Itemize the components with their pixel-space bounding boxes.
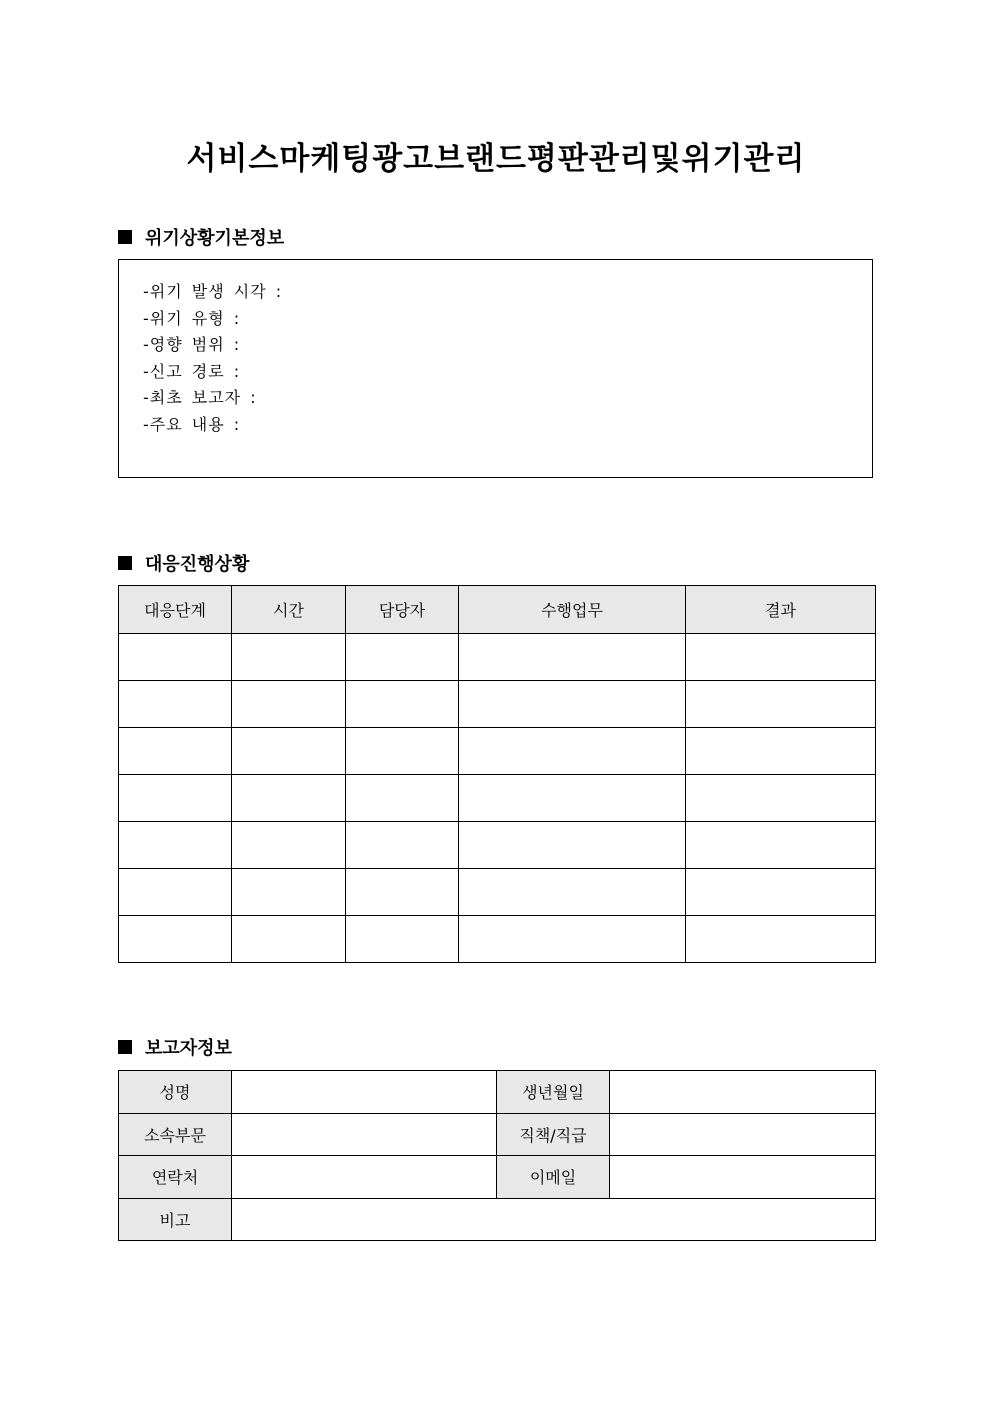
- table-cell[interactable]: [459, 634, 686, 681]
- column-header-task: 수행업무: [459, 586, 686, 634]
- table-cell[interactable]: [232, 728, 346, 775]
- table-row: [119, 681, 876, 728]
- department-label: 소속부문: [119, 1113, 232, 1156]
- column-header-stage: 대응단계: [119, 586, 232, 634]
- table-row: [119, 1198, 876, 1241]
- section-heading-label: 대응진행상황: [145, 554, 250, 575]
- reporter-table: [118, 1070, 876, 1241]
- first-reporter-line: -최초 보고자 :: [143, 388, 257, 408]
- section-heading-reporter: [118, 1034, 232, 1060]
- report-channel-line: -신고 경로 :: [143, 361, 241, 381]
- square-bullet-icon: [118, 1040, 132, 1054]
- impact-scope-line: -영향 범위 :: [143, 335, 241, 355]
- table-cell[interactable]: [232, 681, 346, 728]
- position-label: 직책/직급: [497, 1113, 610, 1156]
- table-cell[interactable]: [346, 916, 459, 963]
- column-header-owner: 담당자: [346, 586, 459, 634]
- email-field[interactable]: [610, 1156, 876, 1199]
- table-row: [119, 869, 876, 916]
- table-cell[interactable]: [459, 681, 686, 728]
- crisis-info-box: [118, 259, 873, 478]
- column-header-result: 결과: [686, 586, 876, 634]
- table-cell[interactable]: [459, 869, 686, 916]
- table-row: [119, 1156, 876, 1199]
- table-cell[interactable]: [346, 822, 459, 869]
- remarks-field[interactable]: [232, 1198, 876, 1241]
- section-heading-crisis-info: [118, 224, 284, 250]
- position-field[interactable]: [610, 1113, 876, 1156]
- table-cell[interactable]: [686, 728, 876, 775]
- table-cell[interactable]: [686, 634, 876, 681]
- contact-field[interactable]: [232, 1156, 497, 1199]
- table-cell[interactable]: [459, 822, 686, 869]
- crisis-type-line: -위기 유형 :: [143, 308, 241, 328]
- table-cell[interactable]: [686, 822, 876, 869]
- section-heading-response: [118, 550, 249, 576]
- table-row: [119, 916, 876, 963]
- table-cell[interactable]: [346, 775, 459, 822]
- response-table: [118, 585, 876, 963]
- table-cell[interactable]: [346, 869, 459, 916]
- remarks-label: 비고: [119, 1198, 232, 1241]
- table-row: [119, 775, 876, 822]
- table-cell[interactable]: [119, 634, 232, 681]
- email-label: 이메일: [497, 1156, 610, 1199]
- page-title: 서비스마케팅광고브랜드평판관리및위기관리: [186, 141, 806, 177]
- table-cell[interactable]: [459, 728, 686, 775]
- name-field[interactable]: [232, 1071, 497, 1114]
- department-field[interactable]: [232, 1113, 497, 1156]
- birthdate-label: 생년월일: [497, 1071, 610, 1114]
- crisis-time-line: -위기 발생 시각 :: [143, 282, 283, 301]
- section-heading-label: 위기상황기본정보: [145, 228, 285, 249]
- table-cell[interactable]: [686, 916, 876, 963]
- table-cell[interactable]: [119, 822, 232, 869]
- column-header-time: 시간: [232, 586, 346, 634]
- table-cell[interactable]: [686, 681, 876, 728]
- table-cell[interactable]: [232, 775, 346, 822]
- table-row: [119, 634, 876, 681]
- square-bullet-icon: [118, 230, 132, 244]
- table-cell[interactable]: [232, 822, 346, 869]
- table-cell[interactable]: [686, 869, 876, 916]
- main-content-line: -주요 내용 :: [143, 414, 241, 434]
- name-label: 성명: [119, 1071, 232, 1114]
- section-heading-label: 보고자정보: [145, 1038, 232, 1059]
- table-cell[interactable]: [119, 728, 232, 775]
- table-cell[interactable]: [119, 869, 232, 916]
- birthdate-field[interactable]: [610, 1071, 876, 1114]
- table-row: [119, 1113, 876, 1156]
- table-cell[interactable]: [232, 916, 346, 963]
- table-row: [119, 822, 876, 869]
- table-cell[interactable]: [459, 916, 686, 963]
- square-bullet-icon: [118, 556, 132, 570]
- contact-label: 연락처: [119, 1156, 232, 1199]
- table-cell[interactable]: [232, 634, 346, 681]
- table-cell[interactable]: [119, 775, 232, 822]
- table-cell[interactable]: [119, 916, 232, 963]
- table-row: [119, 728, 876, 775]
- table-cell[interactable]: [346, 728, 459, 775]
- table-cell[interactable]: [459, 775, 686, 822]
- table-cell[interactable]: [346, 634, 459, 681]
- table-row: [119, 1071, 876, 1114]
- table-cell[interactable]: [346, 681, 459, 728]
- table-header-row: [119, 586, 876, 634]
- table-cell[interactable]: [119, 681, 232, 728]
- table-cell[interactable]: [686, 775, 876, 822]
- table-cell[interactable]: [232, 869, 346, 916]
